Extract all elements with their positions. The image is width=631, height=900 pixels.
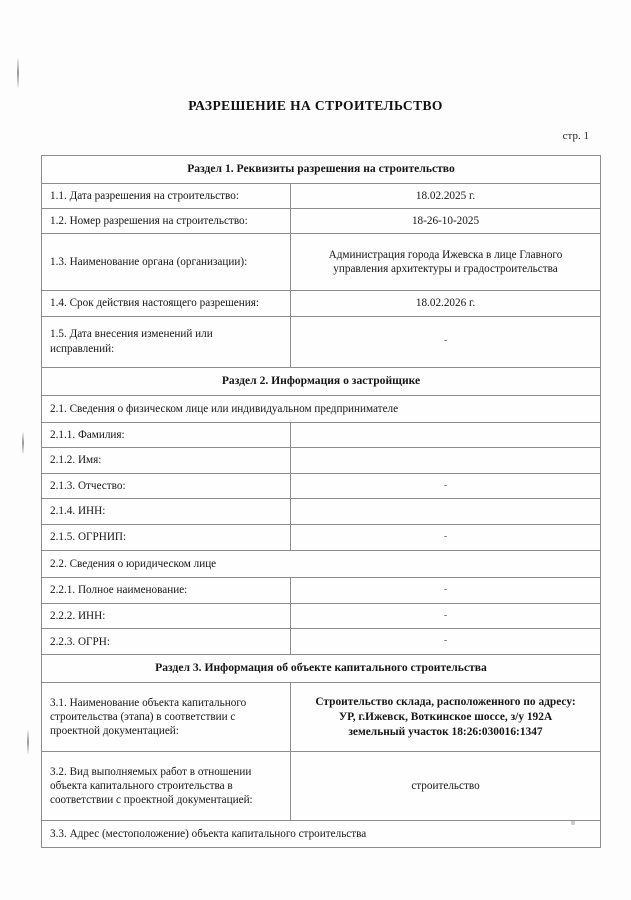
scan-artifact-speck [571, 820, 575, 825]
table-row [42, 603, 601, 629]
row-value-1-1: 18.02.2025 г. [291, 183, 601, 208]
table-row-section2-header [42, 367, 601, 395]
row-value-2-2-3 [291, 629, 601, 655]
row-value-2-1-3-dash: - [443, 479, 448, 491]
table-row [42, 577, 601, 603]
subsection-header-2-1: 2.1. Сведения о физическом лице или индивидуальном предпринимателе [42, 395, 601, 422]
row-value-1-2: 18-26-10-2025 [291, 209, 601, 234]
row-label-2-2-1: 2.2.1. Полное наименование: [42, 577, 291, 603]
row-label-2-1-1: 2.1.1. Фамилия: [42, 422, 291, 447]
row-label-3-1 [42, 683, 291, 752]
scan-artifact-mark [22, 432, 24, 454]
permit-details-table [41, 155, 601, 848]
row-label-3-1-line1: 3.1. Наименование объекта капитального [50, 696, 247, 709]
row-label-3-2 [42, 752, 291, 821]
row-value-2-1-5-dash: - [443, 530, 448, 542]
scan-artifact-mark [27, 730, 29, 754]
row-value-1-4: 18.02.2026 г. [291, 291, 601, 316]
subsection-header-2-2: 2.2. Сведения о юридическом лице [42, 550, 601, 577]
table-row [42, 209, 601, 234]
row-value-2-1-1-text [299, 429, 592, 441]
table-row-section3-header [42, 655, 601, 683]
table-row-subsection [42, 821, 601, 848]
row-value-2-1-1 [291, 422, 601, 447]
table-row [42, 499, 601, 524]
row-label-3-1-line2: строительства (этапа) в соответствии с [50, 710, 236, 723]
scan-artifact-mark [17, 58, 19, 88]
row-value-1-3 [291, 234, 601, 291]
table-row-subsection [42, 550, 601, 577]
row-label-3-1-line3: проектной документацией: [50, 725, 179, 738]
row-label-2-1-2: 2.1.2. Имя: [42, 448, 291, 473]
row-value-2-1-2 [291, 448, 601, 473]
row-label-3-2-line1: 3.2. Вид выполняемых работ в отношении [50, 765, 252, 778]
table-row [42, 629, 601, 655]
row-label-1-1: 1.1. Дата разрешения на строительство: [42, 183, 291, 208]
row-value-2-2-1 [291, 577, 601, 603]
row-value-2-1-5 [291, 524, 601, 550]
row-value-3-1 [291, 683, 601, 752]
row-value-2-2-2 [291, 603, 601, 629]
row-value-2-1-4 [291, 499, 601, 524]
table-row-subsection [42, 395, 601, 422]
row-label-2-2-3: 2.2.3. ОГРН: [42, 629, 291, 655]
table-row [42, 291, 601, 316]
row-value-1-3-line2: управления архитектуры и градостроительства [333, 263, 558, 276]
page-number-label: стр. 1 [562, 130, 589, 142]
row-label-1-5-line1: 1.5. Дата внесения изменений или [50, 328, 213, 341]
row-value-2-2-1-dash: - [443, 583, 448, 595]
row-value-1-5-dash: - [443, 335, 448, 347]
table-row [42, 422, 601, 447]
row-value-3-1-line1: Строительство склада, расположенного по адресу: [315, 695, 576, 708]
row-label-2-1-5: 2.1.5. ОГРНИП: [42, 524, 291, 550]
table-row [42, 316, 601, 367]
row-label-3-2-line3: соответствии с проектной документацией: [50, 794, 253, 807]
row-value-2-1-4-text [299, 506, 592, 518]
table-row [42, 683, 601, 752]
row-label-1-5-line2: исправлений: [50, 342, 115, 355]
table-row [42, 448, 601, 473]
table-row [42, 473, 601, 499]
section-header-1: Раздел 1. Реквизиты разрешения на строительство [42, 156, 601, 184]
row-value-3-1-line3: земельный участок 18:26:030016:1347 [348, 725, 543, 738]
row-value-2-2-2-dash: - [443, 609, 448, 621]
table-row [42, 183, 601, 208]
row-label-1-2: 1.2. Номер разрешения на строительство: [42, 209, 291, 234]
row-value-1-3-line1: Администрация города Ижевска в лице Главного [328, 249, 563, 262]
row-value-3-1-line2: УР, г.Ижевск, Воткинское шоссе, з/у 192А [338, 710, 553, 723]
row-label-1-4: 1.4. Срок действия настоящего разрешения: [42, 291, 291, 316]
row-value-2-1-3 [291, 473, 601, 499]
row-label-1-3: 1.3. Наименование органа (организации): [42, 234, 291, 291]
row-value-2-1-2-text [299, 454, 592, 466]
row-value-3-2: строительство [291, 752, 601, 821]
row-label-3-3: 3.3. Адрес (местоположение) объекта капитального строительства [42, 821, 601, 848]
row-label-2-1-4: 2.1.4. ИНН: [42, 499, 291, 524]
table-row [42, 524, 601, 550]
row-label-2-2-2: 2.2.2. ИНН: [42, 603, 291, 629]
row-label-2-1-3: 2.1.3. Отчество: [42, 473, 291, 499]
section-header-3: Раздел 3. Информация об объекте капитального строительства [42, 655, 601, 683]
row-label-3-2-line2: объекта капитального строительства в [50, 779, 233, 792]
row-label-1-5 [42, 316, 291, 367]
table-row-section1-header [42, 156, 601, 184]
section-header-2: Раздел 2. Информация о застройщике [42, 367, 601, 395]
table-row [42, 234, 601, 291]
row-value-2-2-3-dash: - [443, 635, 448, 647]
table-row [42, 752, 601, 821]
row-value-1-5 [291, 316, 601, 367]
page-title: РАЗРЕШЕНИЕ НА СТРОИТЕЛЬСТВО [188, 98, 443, 113]
